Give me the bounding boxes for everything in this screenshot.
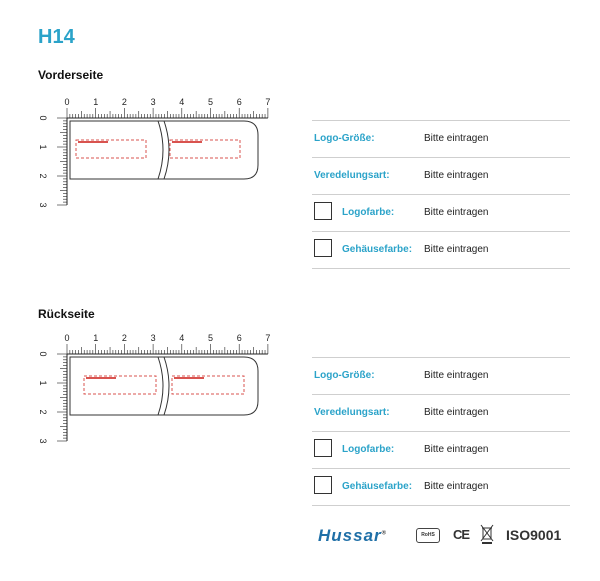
ruler-x-label: 6 — [236, 97, 242, 107]
ruler-x-label: 2 — [121, 333, 127, 343]
field-label: Gehäusefarbe: — [342, 244, 413, 255]
iso-certification-icon: ISO9001 — [506, 527, 562, 543]
ruler-x-label: 4 — [179, 333, 185, 343]
checkbox[interactable] — [314, 202, 332, 220]
field-value[interactable]: Bitte eintragen — [424, 481, 489, 492]
ruler-y-label: 1 — [38, 144, 48, 150]
ruler-x-label: 5 — [207, 97, 214, 107]
ruler-y-label: 1 — [38, 380, 48, 386]
front-diagram — [30, 92, 280, 227]
field-value[interactable]: Bitte eintragen — [424, 444, 489, 455]
field-label: Veredelungsart: — [314, 170, 390, 181]
ruler-x-label: 3 — [150, 97, 156, 107]
field-label: Logofarbe: — [342, 207, 395, 218]
footer-logos — [318, 524, 568, 550]
page-title: H14 — [38, 26, 75, 48]
field-value[interactable]: Bitte eintragen — [424, 133, 489, 144]
front-fields — [312, 120, 570, 269]
field-label: Veredelungsart: — [314, 407, 390, 418]
back-fields — [312, 357, 570, 506]
field-value[interactable]: Bitte eintragen — [424, 370, 489, 381]
ruler-x-label: 0 — [64, 97, 70, 107]
ruler-x-label: 0 — [64, 333, 70, 343]
ruler-x-label: 7 — [265, 97, 271, 107]
checkbox[interactable] — [314, 239, 332, 257]
ruler-x-label: 2 — [121, 97, 127, 107]
ruler-y-label: 3 — [38, 438, 48, 444]
field-row — [312, 357, 570, 395]
ruler-y-label: 3 — [38, 202, 48, 208]
checkbox[interactable] — [314, 476, 332, 494]
field-label: Logo-Größe: — [314, 370, 375, 381]
field-row — [312, 395, 570, 432]
ruler-y-label: 0 — [38, 351, 48, 357]
ruler-x-label: 6 — [236, 333, 242, 343]
ruler-x-label: 1 — [93, 97, 99, 107]
brand-logo: Hussar® — [318, 526, 388, 545]
rohs-icon: RoHS — [416, 528, 440, 543]
back-diagram — [30, 328, 280, 463]
usb-body — [70, 357, 258, 415]
ce-mark-icon: CE — [453, 527, 470, 542]
usb-ruler-diagram — [30, 328, 280, 463]
field-label: Logofarbe: — [342, 444, 395, 455]
field-row — [312, 232, 570, 269]
ruler-y-label: 2 — [38, 409, 48, 415]
field-label: Logo-Größe: — [314, 133, 375, 144]
usb-body — [70, 121, 258, 179]
weee-bin-icon — [480, 524, 494, 544]
field-value[interactable]: Bitte eintragen — [424, 244, 489, 255]
ruler-x-label: 1 — [93, 333, 99, 343]
section-label-front: Vorderseite — [38, 68, 104, 82]
ruler-x-label: 5 — [207, 333, 214, 343]
field-label: Gehäusefarbe: — [342, 481, 413, 492]
checkbox[interactable] — [314, 439, 332, 457]
field-row — [312, 195, 570, 232]
section-label-back: Rückseite — [38, 307, 95, 321]
field-row — [312, 432, 570, 469]
field-value[interactable]: Bitte eintragen — [424, 170, 489, 181]
ruler-x-label: 7 — [265, 333, 271, 343]
field-row — [312, 120, 570, 158]
ruler-x-label: 4 — [179, 97, 185, 107]
field-value[interactable]: Bitte eintragen — [424, 207, 489, 218]
field-value[interactable]: Bitte eintragen — [424, 407, 489, 418]
field-row — [312, 469, 570, 506]
ruler-x-label: 3 — [150, 333, 156, 343]
field-row — [312, 158, 570, 195]
ruler-y-label: 2 — [38, 173, 48, 179]
ruler-y-label: 0 — [38, 115, 48, 121]
usb-ruler-diagram — [30, 92, 280, 227]
